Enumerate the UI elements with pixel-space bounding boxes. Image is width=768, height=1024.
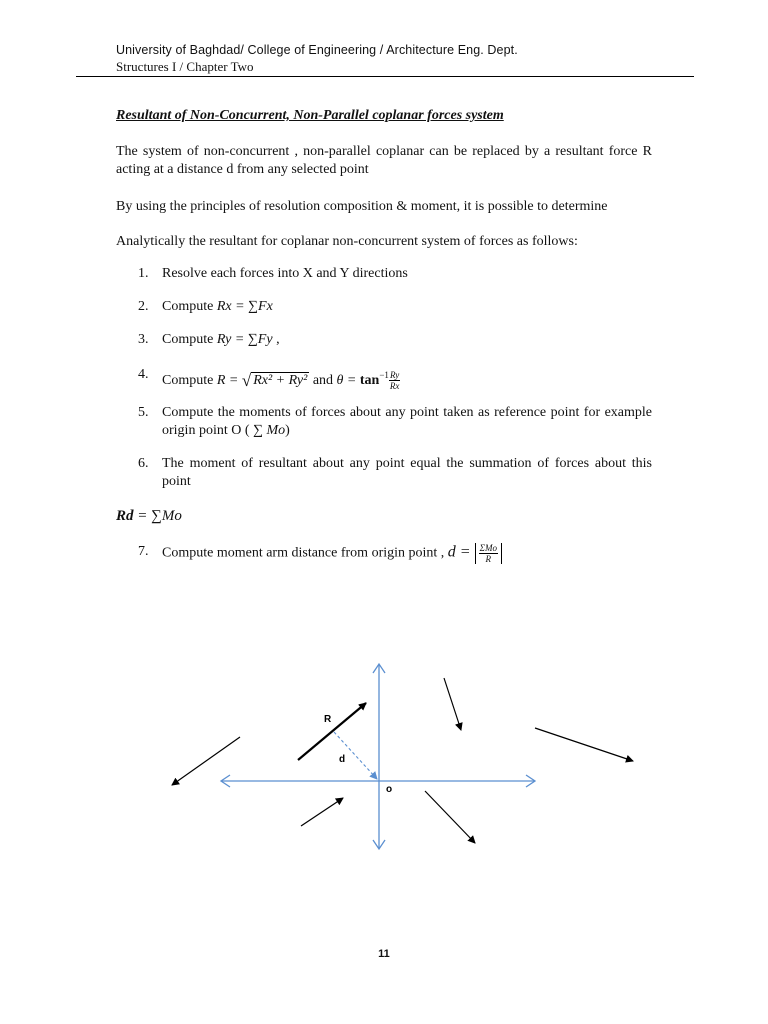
step-content [162,366,652,391]
x-axis [221,775,535,787]
fraction-denominator: R [485,554,492,564]
radical-sign: √ [241,371,252,390]
equation-rhs: = ∑Mo [133,508,182,524]
step-text: Resolve each forces into X and Y directions [162,266,408,281]
absolute-value [475,543,502,564]
header-rule [76,76,694,77]
fraction-numerator: Ry [389,370,400,381]
square-root [242,372,309,390]
step-content [162,543,652,564]
step-content [162,404,652,440]
and-text: and [309,373,337,388]
step-text: Compute [162,299,217,314]
force-arrow-4 [301,798,343,826]
force-arrow-3 [535,728,633,761]
formula-lhs: R = [216,373,242,388]
step-text: The moment of resultant about any point equal the summation of forces about this point [162,456,652,489]
step-number: 5. [138,405,149,420]
fraction-denominator: Rx [389,381,400,392]
step-number: 2. [138,299,149,314]
step-text: Compute [162,373,217,388]
step-text: Compute the moments of forces about any point taken as reference point for example origin point O ( [162,405,652,438]
header-course: Structures I / Chapter Two [116,59,254,74]
paragraph-principles: By using the principles of resolution composition & moment, it is possible to determine [116,199,608,214]
step-close: ) [285,423,290,438]
label-o: o [386,784,393,795]
header-institution: University of Baghdad/ College of Engineering / Architecture Eng. Dept. [116,43,518,57]
paragraph-intro: The system of non-concurrent , non-parallel coplanar can be replaced by a resultant force R acting at a distance d from any selected point [116,144,652,177]
equation-lhs: Rd [116,508,134,524]
tan-function: tan [359,373,380,388]
formula-lhs: d = [447,543,475,561]
page-number: 11 [378,948,390,960]
force-diagram [0,640,768,880]
step-number: 6. [138,456,149,471]
moment-equation [116,507,652,525]
resultant-force-arrow [298,703,366,760]
force-arrow-1 [172,737,240,785]
step-trail: , [272,332,280,347]
step-content [162,298,652,316]
step-formula: ∑ Mo [253,423,286,438]
label-r: R [324,714,332,725]
inverse-exponent: −1 [379,370,389,380]
step-formula: Rx = ∑Fx [216,299,273,314]
y-axis [373,664,385,849]
step-text: Compute moment arm distance from origin point , [162,545,448,561]
force-arrow-5 [425,791,475,843]
step-text: Compute [162,332,217,347]
force-arrow-2 [444,678,461,730]
radicand: Rx² + Ry² [253,373,308,388]
fraction-numerator: ΣMo [479,543,497,553]
step-number: 1. [138,266,149,281]
step-number: 3. [138,332,149,347]
theta-lhs: θ = [336,373,360,388]
label-d: d [339,754,346,765]
step-formula: Ry = ∑Fy [216,332,273,347]
arm-fraction [479,543,498,564]
section-title: Resultant of Non-Concurrent, Non-Parallel coplanar forces system [116,108,504,123]
step-number: 4. [138,367,149,382]
paragraph-analytical: Analytically the resultant for coplanar non-concurrent system of forces as follows: [116,234,578,249]
ratio-fraction [389,370,401,391]
step-number: 7. [138,544,149,559]
step-content [162,331,652,349]
